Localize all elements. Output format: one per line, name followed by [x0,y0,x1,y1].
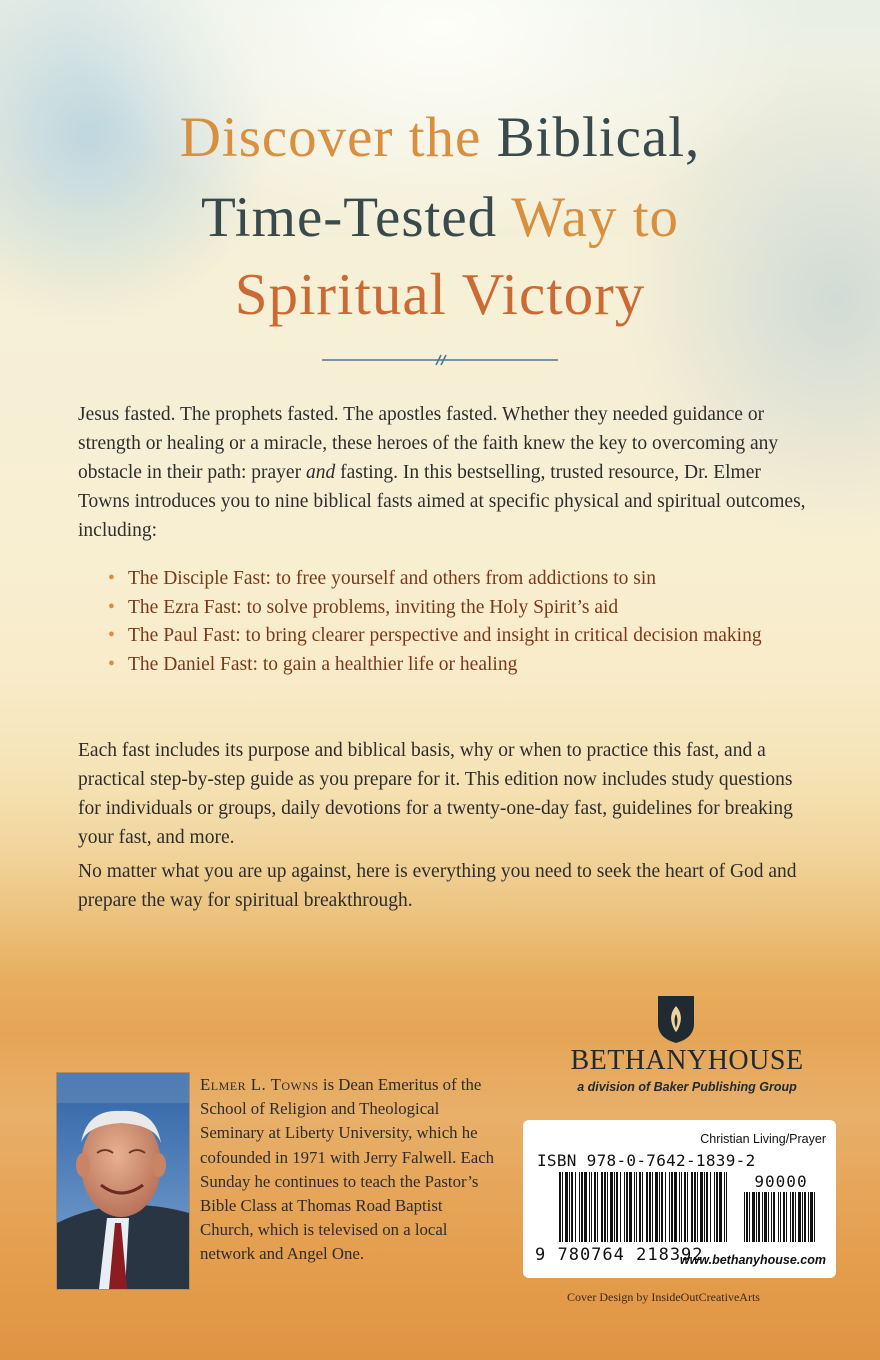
headline-biblical: Biblical, [496,106,701,169]
barcode-bar [724,1172,725,1242]
list-item [108,565,828,594]
barcode-bar [620,1172,621,1242]
barcode-bar [604,1172,606,1242]
barcode-bar [790,1192,791,1242]
barcode-bar [610,1172,613,1242]
closing-paragraph: No matter what you are up against, here is everything you need to seek the heart of God and prepare the way for spiritual breakthrough. [78,861,797,911]
barcode-bar [814,1192,815,1242]
publisher-subtitle: a division of Baker Publishing Group [577,1080,797,1094]
barcode-bar [762,1192,763,1242]
barcode-bar [706,1172,708,1242]
barcode-bar [559,1172,561,1242]
barcode-bar [579,1172,580,1242]
barcode-bar [649,1172,651,1242]
fast-item-daniel: The Daniel Fast: to gain a healthier life or healing [128,653,518,675]
intro-paragraph [78,400,808,545]
headline-line-2 [0,185,880,250]
barcode-bar [659,1172,660,1242]
fasts-list [108,565,828,679]
bullet-icon: • [108,568,115,589]
barcode-bar [671,1172,673,1242]
barcode-bar [661,1172,663,1242]
barcode-bar [810,1192,813,1242]
barcode-bar [629,1172,632,1242]
barcode-bar [581,1172,583,1242]
barcode-bar [773,1192,775,1242]
barcode-bar [752,1192,755,1242]
barcode-bar [687,1172,688,1242]
barcode-bar [802,1192,803,1242]
barcode-bar [597,1172,598,1242]
fast-item-disciple: The Disciple Fast: to free yourself and others from addictions to sin [128,568,657,589]
barcode-bar [652,1172,653,1242]
barcode-bar [639,1172,641,1242]
barcode-bar [710,1172,711,1242]
barcode-bar [614,1172,615,1242]
barcode-bar [804,1192,806,1242]
barcode-bar [594,1172,596,1242]
barcode-bar [771,1192,772,1242]
barcode-bar [669,1172,670,1242]
barcode-bar [798,1192,801,1242]
barcode-bar [665,1172,666,1242]
list-item [108,651,828,680]
barcode-bar [691,1172,693,1242]
barcode-bar [646,1172,648,1242]
barcode-bar [562,1172,563,1242]
price-addon-number: 90000 [754,1172,808,1191]
barcode-bar [756,1192,757,1242]
author-name: Elmer L. Towns [200,1075,319,1094]
list-item [108,594,828,623]
barcode-bar [575,1172,576,1242]
publisher-website: www.bethanyhouse.com [679,1253,826,1267]
barcode-bar [783,1192,785,1242]
barcode-bar [758,1192,760,1242]
barcode-bar [569,1172,570,1242]
barcode-bar [704,1172,705,1242]
barcode-bar [679,1172,680,1242]
headline-way-to: Way to [511,186,680,249]
barcode-bar [808,1192,809,1242]
barcode-panel [523,1120,836,1278]
barcode-bar [700,1172,703,1242]
barcode-bar [795,1192,796,1242]
ornamental-divider [322,352,558,368]
author-photo [56,1072,190,1290]
barcode-bar [655,1172,658,1242]
barcode-bar [626,1172,628,1242]
barcode-bar [571,1172,573,1242]
intro-emphasis: and [305,462,336,483]
headline-line-1 [0,105,880,170]
barcode-bar [616,1172,618,1242]
barcode-bar [601,1172,603,1242]
price-addon-barcode [744,1192,816,1242]
barcode-bar [714,1172,715,1242]
barcode-bar [786,1192,787,1242]
barcode-bar [694,1172,696,1242]
lamp-logo-icon [656,994,696,1044]
headline-time-tested: Time-Tested [200,186,498,249]
barcode-bar [681,1172,682,1242]
barcode-bar [684,1172,686,1242]
barcode-bar [726,1172,727,1242]
bullet-icon: • [108,596,115,618]
barcode-bar [565,1172,568,1242]
barcode-bar [642,1172,643,1242]
barcode-bar [749,1192,750,1242]
author-bio-text: is Dean Emeritus of the School of Religion and Theological Seminary at Liberty University, which he cofounded in 1971 with Jerry Falwell. Each Sunday he continues to teach the Pastor’s Bible Class at Thomas Road Baptist Church, which is televised on a local network and Angel One. [200,1075,495,1264]
barcode-bar [744,1192,745,1242]
description-paragraph: Each fast includes its purpose and biblical basis, why or when to practice this fast, and a practical step-by-step guide as you prepare for it. This edition now includes study questions for individuals or groups, daily devotions for a twenty-one-day fast, guidelines for breaking your fast, and more. [78,740,793,848]
category-label: Christian Living/Prayer [700,1132,826,1146]
barcode-digits: 9 780764 218392 [535,1245,704,1265]
author-bio [200,1073,500,1267]
fast-item-paul: The Paul Fast: to bring clearer perspective and insight in critical decision making [128,625,762,646]
barcode-bar [607,1172,608,1242]
isbn-text: ISBN 978-0-7642-1839-2 [537,1151,756,1170]
bullet-icon: • [108,625,115,646]
intro-text-b: fasting. In this bestselling, trusted resource, Dr. Elmer Towns introduces you to nine biblical fasts aimed at specific physical and spiritual outcomes, including: [78,462,806,541]
publisher-name: BETHANYHOUSE [570,1045,804,1076]
fast-item-ezra: The Ezra Fast: to solve problems, inviting the Holy Spirit’s aid [128,596,619,618]
barcode-bar [778,1192,779,1242]
list-item [108,622,828,651]
barcode-bar [636,1172,637,1242]
barcode-bar [697,1172,698,1242]
barcode-bar [591,1172,592,1242]
bullet-icon: • [108,653,115,675]
headline-discover-the: Discover the [179,106,482,169]
cover-design-credit: Cover Design by InsideOutCreativeArts [567,1290,760,1304]
barcode-bar [674,1172,677,1242]
headline-line-3: Spiritual Victory [234,261,646,327]
barcode-bar [584,1172,587,1242]
barcode-bar [746,1192,748,1242]
intro-text-a: Jesus fasted. The prophets fasted. The apostles fasted. Whether they needed guidance or strength or healing or a miracle, these heroes of the faith knew the key to overcoming any obstacle in their path: prayer [78,404,779,483]
barcode-bar [792,1192,794,1242]
isbn-barcode [559,1172,727,1242]
barcode-bar [764,1192,767,1242]
barcode-bar [716,1172,718,1242]
barcode-bar [719,1172,722,1242]
barcode-bar [780,1192,781,1242]
barcode-bar [768,1192,769,1242]
barcode-bar [624,1172,625,1242]
barcode-bar [589,1172,590,1242]
barcode-bar [634,1172,635,1242]
